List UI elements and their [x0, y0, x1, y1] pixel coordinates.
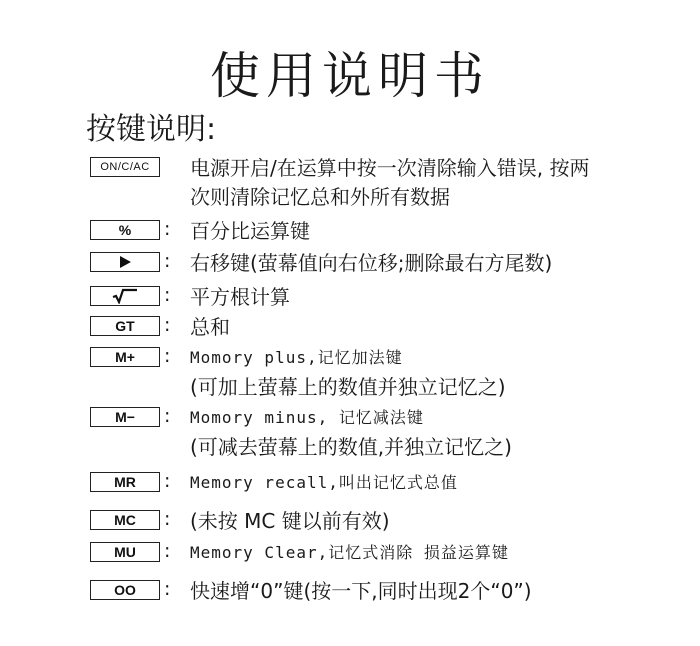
percent-description: 百分比运算键: [190, 219, 310, 243]
oo-key: OO: [90, 580, 160, 600]
mu-key: MU: [90, 542, 160, 562]
on-c-ac-key: ON/C/AC: [90, 157, 160, 177]
colon: :: [164, 250, 171, 272]
mr-description: Memory recall,叫出记忆式总值: [190, 473, 458, 492]
colon: :: [164, 470, 171, 492]
on-c-ac-description: 电源开启/在运算中按一次清除输入错误, 按两: [190, 156, 590, 180]
m-minus-description: Momory minus, 记忆减法键: [190, 408, 424, 427]
section-title: 按键说明:: [86, 112, 217, 147]
page-title: 使用说明书: [210, 47, 490, 105]
shift-description: 右移键(萤幕值向右位移;删除最右方尾数): [190, 251, 553, 275]
mc-key: MC: [90, 510, 160, 530]
gt-description: 总和: [190, 315, 230, 339]
mr-key: MR: [90, 472, 160, 492]
oo-description: 快速增“0”键(按一下,同时出现2个“0”): [190, 579, 532, 603]
percent-key: %: [90, 220, 160, 240]
shift-key: [90, 252, 160, 272]
colon: :: [164, 218, 171, 240]
m-plus-key: M+: [90, 347, 160, 367]
on-c-ac-description-2: 次则清除记忆总和外所有数据: [190, 185, 450, 209]
m-plus-description: Momory plus,记忆加法键: [190, 348, 403, 367]
colon: :: [164, 508, 171, 530]
m-plus-description-2: (可加上萤幕上的数值并独立记忆之): [190, 375, 506, 399]
triangle-right-icon: [118, 255, 132, 269]
mu-description: Memory Clear,记忆式消除 损益运算键: [190, 543, 509, 562]
sqrt-key: [90, 286, 160, 306]
colon: :: [164, 405, 171, 427]
colon: :: [164, 314, 171, 336]
m-minus-key: M−: [90, 407, 160, 427]
gt-key: GT: [90, 316, 160, 336]
colon: :: [164, 345, 171, 367]
sqrt-description: 平方根计算: [190, 285, 290, 309]
square-root-icon: [111, 288, 139, 304]
colon: :: [164, 578, 171, 600]
mc-description: (未按 MC 键以前有效): [190, 509, 390, 533]
colon: :: [164, 540, 171, 562]
m-minus-description-2: (可减去萤幕上的数值,并独立记忆之): [190, 435, 512, 459]
colon: :: [164, 284, 171, 306]
